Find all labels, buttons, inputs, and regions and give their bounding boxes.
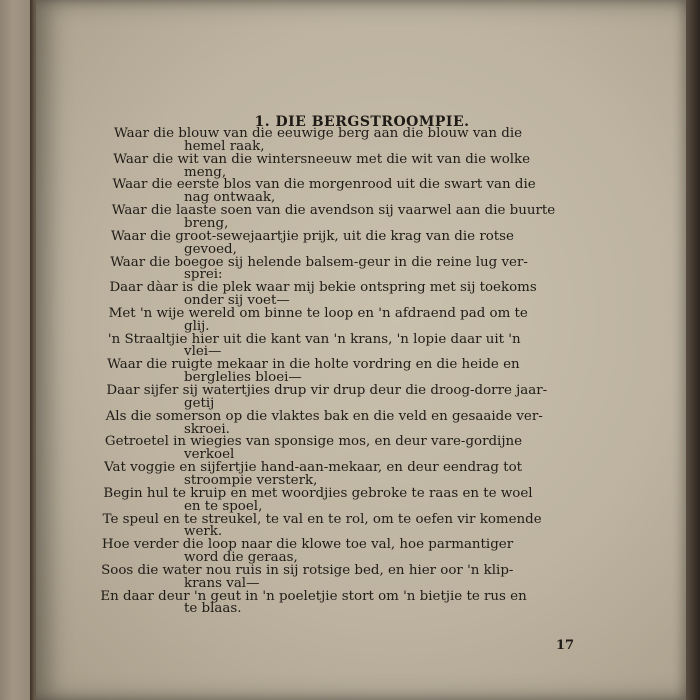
poem-line: nag ontwaak, [184, 190, 276, 206]
poem-line: Waar die ruigte mekaar in die holte vordring en die heide en [107, 357, 520, 373]
poem-line: Soos die water nou ruis in sij rotsige bed, en hier oor 'n klip- [101, 562, 514, 578]
poem-line: Waar die blouw van die eeuwige berg aan die blouw van die [114, 126, 523, 141]
poem-line: Te speul en te streukel, te val en te rol, om te oefen vir komende [102, 511, 542, 527]
poem-line: 'n Straaltjie hier uit die kant van 'n krans, 'n lopie daar uit 'n [107, 331, 521, 347]
poem-line: skroei. [184, 421, 230, 437]
book-page [36, 0, 688, 700]
poem-line: meng, [184, 164, 227, 180]
poem-line: Met 'n wije wereld om binne te loop en 'n afdraend pad om te [108, 305, 528, 321]
poem-line: Vat voggie en sijfertjie hand-aan-mekaar, en deur eendrag tot [104, 460, 523, 476]
poem-line: en te spoel, [184, 498, 263, 514]
poem-line: Daar dàar is die plek waar mij bekie ontspring met sij toekoms [109, 280, 537, 296]
poem-line: onder sij voet— [184, 293, 290, 309]
poem-line: te blaas. [184, 601, 242, 617]
poem-line: hemel raak, [184, 138, 265, 154]
poem-line: krans val— [184, 575, 260, 591]
poem-line: Daar sijfer sij watertjies drup vir drup deur die droog-dorre jaar- [106, 383, 548, 398]
poem-line: getij [184, 395, 215, 411]
poem-line: word die geraas, [184, 550, 298, 566]
poem-line: Hoe verder die loop naar die klowe toe val, hoe parmantiger [101, 537, 514, 553]
poem-line: gevoed, [184, 241, 237, 257]
poem-line: Waar die groot-sewejaartjie prijk, uit die krag van die rotse [110, 228, 514, 244]
poem-line: vlei— [184, 344, 222, 360]
poem-line: Waar die boegoe sij helende balsem-geur in die reine lug ver- [110, 254, 528, 270]
poem-line: sprei: [184, 267, 223, 283]
poem-line: Getroetel in wiegies van sponsige mos, en deur vare-gordijne [104, 434, 523, 450]
poem-line: En daar deur 'n geut in 'n poeletjie stort om 'n bietjie te rus en [100, 588, 527, 604]
poem-line: stroompie versterk, [184, 472, 318, 488]
poem-line: Waar die laaste soen van die avendson sij vaarwel aan die buurte [111, 203, 556, 219]
poem-line: glij. [184, 318, 210, 334]
poem-line: breng, [184, 215, 229, 231]
poem-line: Waar die eerste blos van die morgenrood uit die swart van die [112, 177, 536, 193]
page-number: 17 [556, 638, 575, 653]
poem-title: 1. DIE BERGSTROOMPIE. [254, 114, 470, 130]
poem-line: berglelies bloei— [184, 370, 302, 386]
poem-line: verkoel [184, 447, 235, 463]
poem-line: Waar die wit van die wintersneeuw met die wit van die wolke [113, 151, 531, 167]
poem-line: Begin hul te kruip en met woordjies gebroke te raas en te woel [103, 485, 533, 501]
poem-line: Als die somerson op die vlaktes bak en die veld en gesaaide ver- [105, 408, 543, 424]
poem-line: werk. [184, 524, 223, 540]
right-page-edge [686, 0, 700, 700]
